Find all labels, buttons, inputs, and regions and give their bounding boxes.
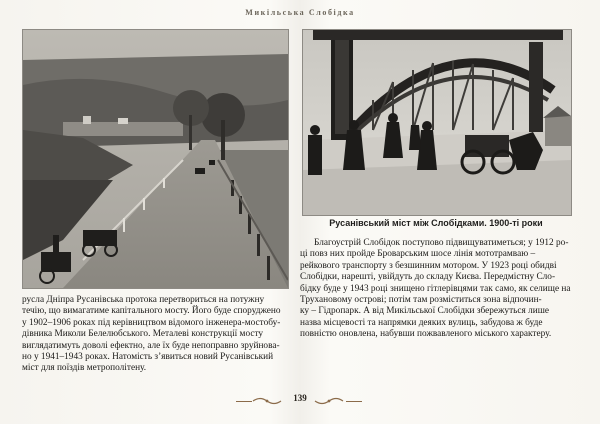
page-number: 139 (293, 393, 307, 403)
bridge-arch-photo (302, 29, 572, 216)
text-line: но у 1941–1943 роках. Натомість з’явиться новий Русанівський (22, 352, 274, 363)
text-line: Благоустрій Слобідок поступово підвищуватиметься; у 1912 ро- (314, 238, 569, 248)
text-line: назва місцевості та напрямки деяких вулиць, забудова ж буде (300, 317, 543, 328)
running-header: Микільська Слобідка (245, 8, 355, 17)
text-line: русла Дніпра Русанівська протока перетвориться на потужну (22, 295, 265, 305)
text-line: Слобідки, нарешті, увійдуть до складу Києва. Передмістну Сло- (300, 272, 556, 283)
text-line: бідку буде у 1943 році знищено гітлерівцями так само, як селище на (300, 283, 571, 294)
text-line: повністю оновлена, набувши пожвавленого міського характеру. (300, 329, 552, 340)
flourish-icon (252, 396, 282, 406)
text-line: виглядатимуть доволі ефектно, але їх буде непоправно зруйнова- (22, 340, 280, 351)
text-line: ці повз них пройде Броварським шосе лінія мототрамваю – (300, 249, 536, 260)
text-line: міст для поїздів метрополітену. (22, 363, 147, 374)
flourish-icon (314, 396, 344, 406)
text-line: дівника Миколи Белелюбського. Металеві конструкції мосту (22, 329, 264, 340)
text-line: течію, що вимагатиме капітального мосту. Його буде споруджено (22, 306, 281, 317)
footer-divider (236, 401, 252, 402)
photo-caption: Русанівський міст між Слобідками. 1900-ті роки (329, 218, 543, 228)
left-column-text (22, 295, 288, 375)
text-line: рейкового транспорту з безшинним мотором. У 1923 році обидві (300, 260, 557, 271)
text-line: Трухановому острові; потім там розміститься зона відпочин- (300, 295, 542, 306)
page-footer (0, 393, 600, 407)
historic-road-photo (22, 29, 289, 289)
footer-divider (346, 401, 362, 402)
right-column-text (300, 238, 572, 341)
text-line: у 1902–1906 роках під керівництвом відомого інженера-мостобу- (22, 317, 281, 328)
text-line: ку – Гідропарк. А від Микільської Слобідки збережуться лише (300, 306, 550, 317)
